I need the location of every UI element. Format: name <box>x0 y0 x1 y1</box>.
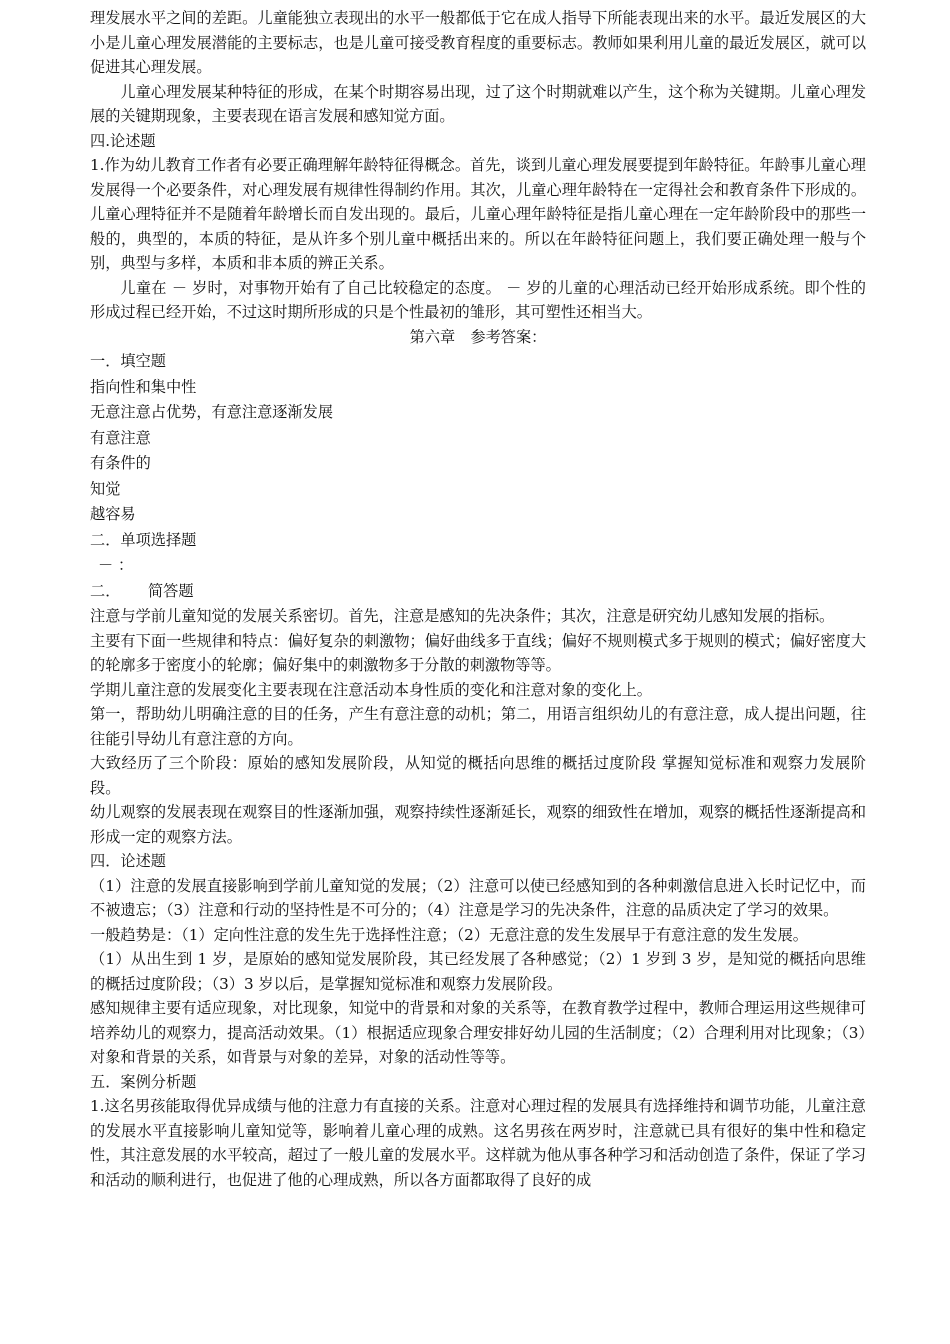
paragraph: 一般趋势是：（1）定向性注意的发生先于选择性注意；（2）无意注意的发生发展早于有意注意的发生发展。 <box>90 925 808 944</box>
paragraph: 理发展水平之间的差距。儿童能独立表现出的水平一般都低于它在成人指导下所能表现出来的水平。最近发展区的大小是儿童心理发展潜能的主要标志，也是儿童可接受教育程度的重要标志。教师如果利用儿童的最近发展区，就可以促进其心理发展。 <box>90 9 866 76</box>
list-item: － ： <box>98 556 134 574</box>
list-item: 无意注意占优势，有意注意逐渐发展 <box>90 403 333 421</box>
paragraph: 儿童心理发展某种特征的形成，在某个时期容易出现，过了这个时期就难以产生，这个称为关键期。儿童心理发展的关键期现象，主要表现在语言发展和感知觉方面。 <box>90 82 866 125</box>
section-heading: 一．填空题 <box>90 352 166 370</box>
list-item: 有条件的 <box>90 454 151 472</box>
paragraph: 注意与学前儿童知觉的发展关系密切。首先，注意是感知的先决条件；其次，注意是研究幼儿感知发展的指标。 <box>90 607 835 625</box>
list-item: 指向性和集中性 <box>90 377 197 396</box>
paragraph: （1）注意的发展直接影响到学前儿童知觉的发展；（2）注意可以使已经感知到的各种刺激信息进入长时记忆中，而不被遗忘；（3）注意和行动的坚持性是不可分的；（4）注意是学习的先决条件，注意的品质决定了学习的效果。 <box>90 876 866 919</box>
paragraph: 大致经历了三个阶段：原始的感知发展阶段，从知觉的概括向思维的概括过度阶段 掌握知觉标准和观察力发展阶段。 <box>90 754 866 797</box>
list-item: 知觉 <box>90 479 121 498</box>
document-page <box>90 6 866 1192</box>
section-heading: 二．单项选择题 <box>90 530 197 549</box>
paragraph: （1）从出生到 1 岁，是原始的感知觉发展阶段，其已经发展了各种感觉；（2）1 岁到 3 岁，是知觉的概括向思维的概括过度阶段；（3）3 岁以后，是掌握知觉标准和观察力发展阶段。 <box>90 950 866 993</box>
paragraph: 主要有下面一些规律和特点：偏好复杂的刺激物；偏好曲线多于直线；偏好不规则模式多于规则的模式；偏好密度大的轮廓多于密度小的轮廓；偏好集中的刺激物多于分散的刺激物等等。 <box>90 631 866 674</box>
paragraph: 学期儿童注意的发展变化主要表现在注意活动本身性质的变化和注意对象的变化上。 <box>90 680 652 699</box>
paragraph: 1.这名男孩能取得优异成绩与他的注意力有直接的关系。注意对心理过程的发展具有选择维持和调节功能，儿童注意的发展水平直接影响儿童知觉等，影响着儿童心理的成熟。这名男孩在两岁时，注意就已具有很好的集中性和稳定性，其注意发展的水平较高，超过了一般儿童的发展水平。这样就为他从事各种学习和活动创造了条件，保证了学习和活动的顺利进行，也促进了他的心理成熟，所以各方面都取得了良好的成 <box>90 1097 866 1189</box>
section-heading: 四.论述题 <box>90 131 156 150</box>
chapter-heading: 第六章 参考答案： <box>409 327 547 346</box>
paragraph: 1.作为幼儿教育工作者有必要正确理解年龄特征得概念。首先，谈到儿童心理发展要提到年龄特征。年龄事儿童心理发展得一个必要条件，对心理发展有规律性得制约作用。其次，儿童心理年龄特在一定得社会和教育条件下形成的。儿童心理特征并不是随着年龄增长而自发出现的。最后，儿童心理年龄特征是指儿童心理在一定年龄阶段中的那些一般的，典型的，本质的特征，是从许多个别儿童中概括出来的。所以在年龄特征问题上，我们要正确处理一般与个别，典型与多样，本质和非本质的辨正关系。 <box>90 156 866 272</box>
paragraph: 幼儿观察的发展表现在观察目的性逐渐加强，观察持续性逐渐延长，观察的细致性在增加，观察的概括性逐渐提高和形成一定的观察方法。 <box>90 803 866 846</box>
paragraph: 第一，帮助幼儿明确注意的目的任务，产生有意注意的动机；第二，用语言组织幼儿的有意注意，成人提出问题，往往能引导幼儿有意注意的方向。 <box>90 705 866 748</box>
paragraph: 感知规律主要有适应现象，对比现象，知觉中的背景和对象的关系等，在教育教学过程中，教师合理运用这些规律可培养幼儿的观察力，提高活动效果。（1）根据适应现象合理安排好幼儿园的生活制度；（2）合理利用对比现象；（3）对象和背景的关系，如背景与对象的差异，对象的活动性等等。 <box>90 999 866 1066</box>
paragraph: 儿童在 － 岁时，对事物开始有了自己比较稳定的态度。 － 岁的儿童的心理活动已经开始形成系统。即个性的形成过程已经开始，不过这时期所形成的只是个性最初的雏形，其可塑性还相当大。 <box>90 278 866 321</box>
list-item: 越容易 <box>90 505 136 523</box>
list-item: 有意注意 <box>90 428 151 447</box>
section-heading: 五．案例分析题 <box>90 1072 197 1091</box>
section-heading: 二． 简答题 <box>90 581 194 600</box>
section-heading: 四．论述题 <box>90 852 166 870</box>
